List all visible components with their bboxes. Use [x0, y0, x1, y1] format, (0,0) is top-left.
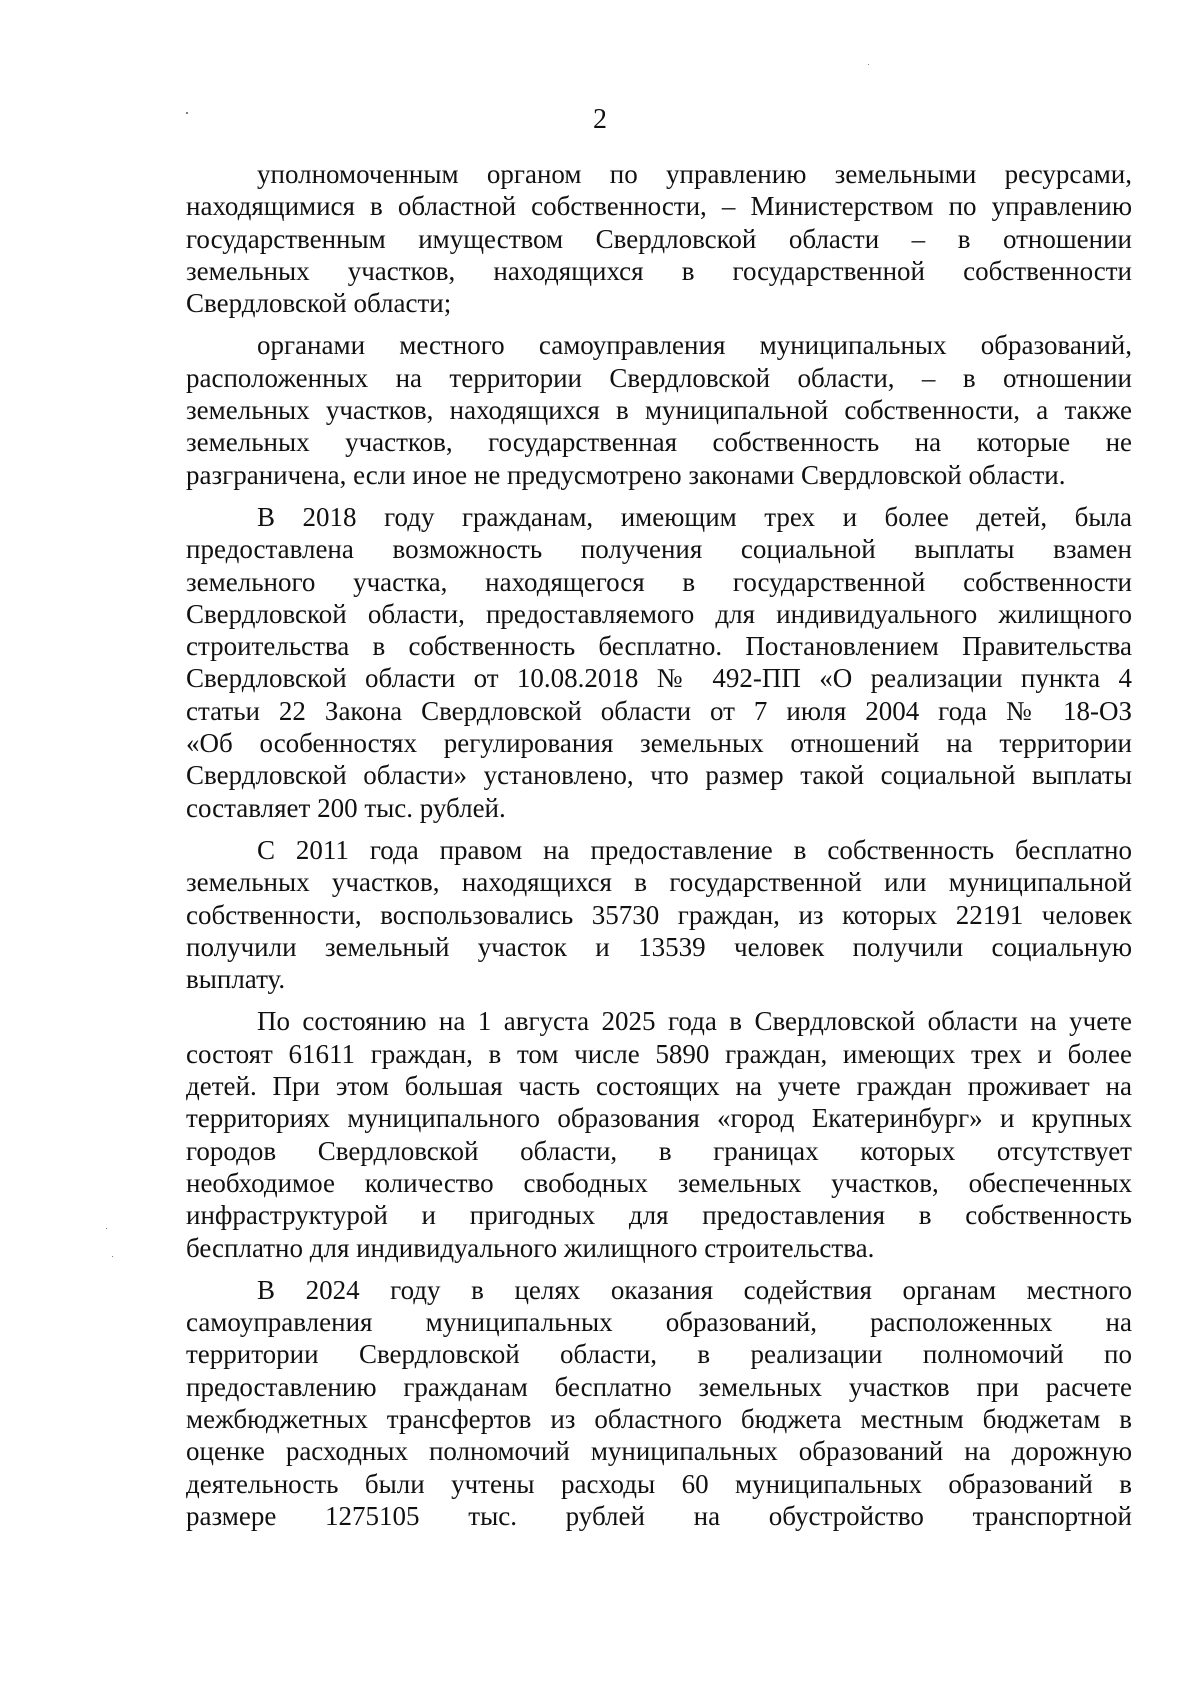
text-line: Свердловской области, предоставляемого для индивидуального жилищного: [186, 598, 1132, 629]
text-line: земельных участков, находящихся в государственной или муниципальной: [186, 867, 1132, 898]
scan-speck: [868, 64, 869, 65]
text-line: находящимися в областной собственности, – Министерством по управлению: [186, 191, 1132, 222]
text-line: бесплатно для индивидуального жилищного строительства.: [186, 1232, 875, 1263]
text-line: земельных участков, находящихся в муниципальной собственности, а также: [186, 395, 1132, 426]
text-line: земельных участков, находящихся в государственной собственности: [186, 255, 1132, 286]
paragraph-3: [186, 501, 1132, 824]
text-line: состоят 61611 граждан, в том числе 5890 граждан, имеющих трех и более: [186, 1038, 1132, 1069]
paragraph-6: [186, 1274, 1132, 1532]
text-line: Свердловской области от 10.08.2018 № 492-ПП «О реализации пункта 4: [186, 663, 1132, 694]
text-line: уполномоченным органом по управлению земельными ресурсами,: [257, 159, 1132, 189]
text-line: размере 1275105 тыс. рублей на обустройство транспортной: [186, 1500, 1132, 1531]
text-line: инфраструктурой и пригодных для предоставления в собственность: [186, 1200, 1132, 1231]
text-line: государственным имуществом Свердловской области – в отношении: [186, 223, 1132, 254]
paragraph-4: [186, 834, 1132, 995]
text-line: получили земельный участок и 13539 человек получили социальную: [186, 931, 1132, 962]
scan-speck: [112, 1256, 113, 1257]
text-line: оценке расходных полномочий муниципальных образований на дорожную: [186, 1436, 1132, 1467]
text-line: необходимое количество свободных земельных участков, обеспеченных: [186, 1167, 1132, 1198]
text-line: предоставлена возможность получения социальной выплаты взамен: [186, 534, 1132, 565]
text-line: территориях муниципального образования «город Екатеринбург» и крупных: [186, 1103, 1132, 1134]
text-line: деятельность были учтены расходы 60 муниципальных образований в: [186, 1468, 1132, 1499]
text-line: статьи 22 Закона Свердловской области от 7 июля 2004 года № 18-ОЗ: [186, 695, 1132, 726]
text-line: городов Свердловской области, в границах которых отсутствует: [186, 1135, 1132, 1166]
page-number: 2: [593, 104, 607, 135]
text-line: В 2024 году в целях оказания содействия органам местного: [257, 1274, 1132, 1305]
text-line: Свердловской области;: [186, 288, 452, 319]
text-line: территории Свердловской области, в реализации полномочий по: [186, 1339, 1132, 1370]
paragraph-2: [186, 329, 1132, 490]
text-line: составляет 200 тыс. рублей.: [186, 792, 506, 823]
text-line: С 2011 года правом на предоставление в собственность бесплатно: [257, 834, 1132, 865]
paragraph-1: [186, 158, 1132, 319]
text-line: строительства в собственность бесплатно. Постановлением Правительства: [186, 631, 1132, 662]
scan-speck: [186, 112, 188, 114]
text-line: «Об особенностях регулирования земельных отношений на территории: [186, 728, 1132, 759]
text-line: разграничена, если иное не предусмотрено законами Свердловской области.: [186, 459, 1066, 490]
text-line: земельного участка, находящегося в государственной собственности: [186, 566, 1132, 597]
text-line: По состоянию на 1 августа 2025 года в Свердловской области на учете: [257, 1006, 1132, 1037]
text-line: детей. При этом большая часть состоящих на учете граждан проживает на: [186, 1071, 1132, 1102]
document-body: [186, 158, 1132, 1542]
paragraph-5: [186, 1005, 1132, 1263]
text-line: межбюджетных трансфертов из областного бюджета местным бюджетам в: [186, 1403, 1132, 1434]
text-line: земельных участков, государственная собственность на которые не: [186, 427, 1132, 458]
text-line: выплату.: [186, 964, 286, 995]
text-line: самоуправления муниципальных образований, расположенных на: [186, 1307, 1132, 1338]
text-line: Свердловской области» установлено, что размер такой социальной выплаты: [186, 760, 1132, 791]
text-line: предоставлению гражданам бесплатно земельных участков при расчете: [186, 1371, 1132, 1402]
text-line: В 2018 году гражданам, имеющим трех и более детей, была: [257, 501, 1132, 532]
text-line: органами местного самоуправления муниципальных образований,: [257, 330, 1132, 361]
text-line: расположенных на территории Свердловской области, – в отношении: [186, 362, 1132, 393]
scan-speck: [106, 1228, 107, 1229]
text-line: собственности, воспользовались 35730 граждан, из которых 22191 человек: [186, 899, 1132, 930]
